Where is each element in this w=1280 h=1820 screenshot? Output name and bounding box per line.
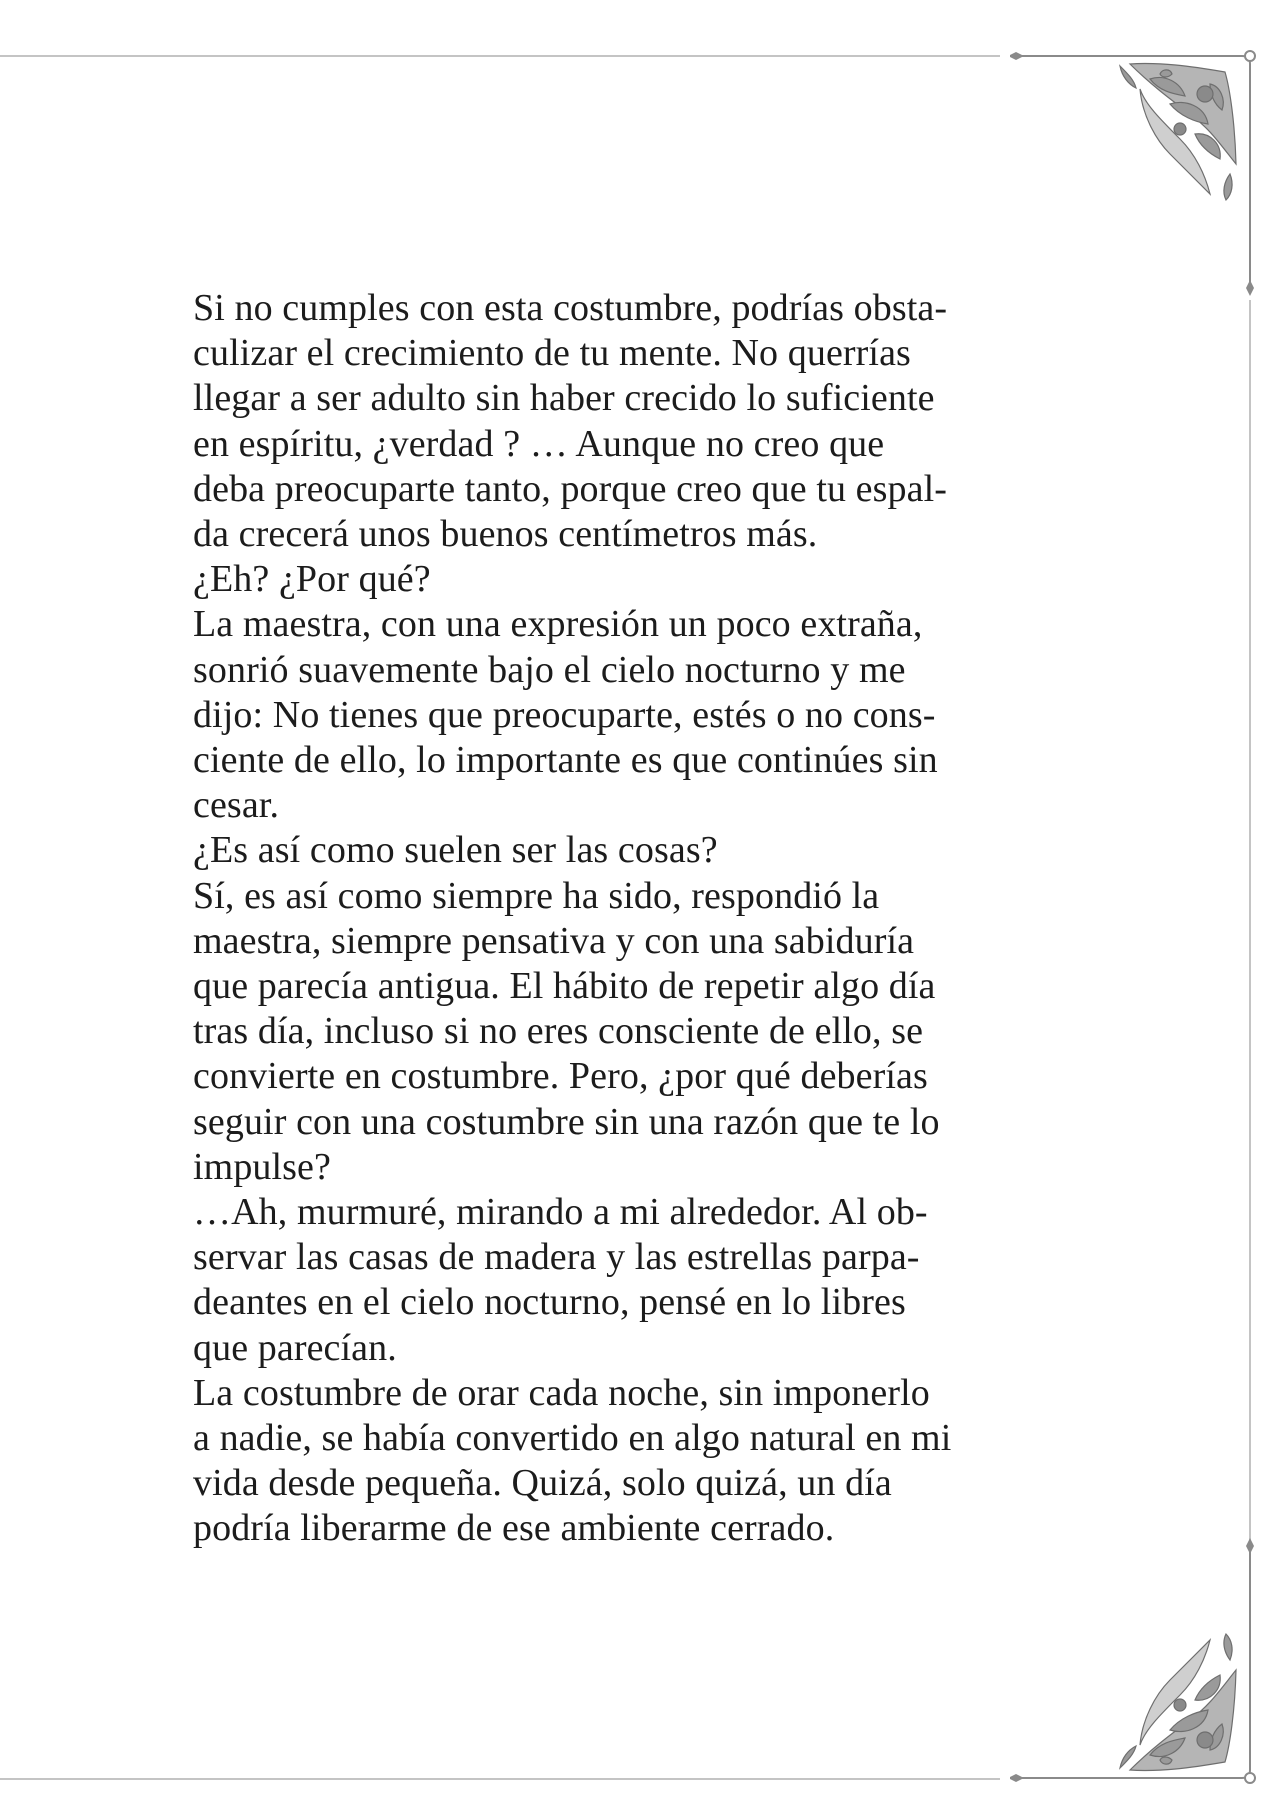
- text-line: La costumbre de orar cada noche, sin imponerlo: [193, 1371, 930, 1414]
- text-line: deantes en el cielo nocturno, pensé en lo libres: [193, 1281, 906, 1324]
- text-line: tras día, incluso si no eres consciente de ello, se: [193, 1010, 924, 1053]
- text-line: Si no cumples con esta costumbre, podrías obsta-: [193, 287, 948, 329]
- text-line: convierte en costumbre. Pero, ¿por qué deberías: [193, 1055, 928, 1098]
- text-line: da crecerá unos buenos centímetros más.: [193, 513, 818, 556]
- text-line: deba preocuparte tanto, porque creo que tu espal-: [193, 467, 948, 510]
- text-line: ciente de ello, lo importante es que continúes sin: [193, 739, 938, 782]
- text-line: sonrió suavemente bajo el cielo nocturno y me: [193, 648, 906, 691]
- text-line: vida desde pequeña. Quizá, solo quizá, un día: [193, 1462, 892, 1505]
- frame-line-right: [1249, 300, 1251, 1540]
- floral-corner-ornament-icon: [1010, 44, 1270, 304]
- text-line: en espíritu, ¿verdad ? … Aunque no creo que: [193, 422, 885, 465]
- text-line: ¿Eh? ¿Por qué?: [193, 558, 431, 601]
- text-line: …Ah, murmuré, mirando a mi alrededor. Al ob-: [193, 1191, 928, 1234]
- text-line: que parecía antigua. El hábito de repetir algo día: [193, 965, 936, 1008]
- frame-line-bottom: [0, 1778, 1000, 1780]
- text-line: servar las casas de madera y las estrellas parpa-: [193, 1236, 920, 1279]
- floral-corner-ornament-icon: [1010, 1530, 1270, 1790]
- text-line: cesar.: [193, 784, 280, 827]
- text-line: a nadie, se había convertido en algo natural en mi: [193, 1417, 952, 1460]
- frame-line-top: [0, 55, 1000, 57]
- text-line: Sí, es así como siempre ha sido, respondió la: [193, 874, 880, 917]
- text-line: podría liberarme de ese ambiente cerrado.: [193, 1507, 835, 1550]
- text-line: ¿Es así como suelen ser las cosas?: [193, 829, 718, 872]
- body-text: [193, 286, 1093, 1552]
- text-line: dijo: No tienes que preocuparte, estés o no cons-: [193, 693, 936, 736]
- text-line: llegar a ser adulto sin haber crecido lo suficiente: [193, 377, 935, 420]
- text-line: que parecían.: [193, 1326, 397, 1369]
- text-line: impulse?: [193, 1145, 331, 1188]
- text-line: maestra, siempre pensativa y con una sabiduría: [193, 919, 915, 962]
- text-line: seguir con una costumbre sin una razón que te lo: [193, 1100, 940, 1143]
- text-line: culizar el crecimiento de tu mente. No querrías: [193, 332, 911, 375]
- text-line: La maestra, con una expresión un poco extraña,: [193, 603, 923, 646]
